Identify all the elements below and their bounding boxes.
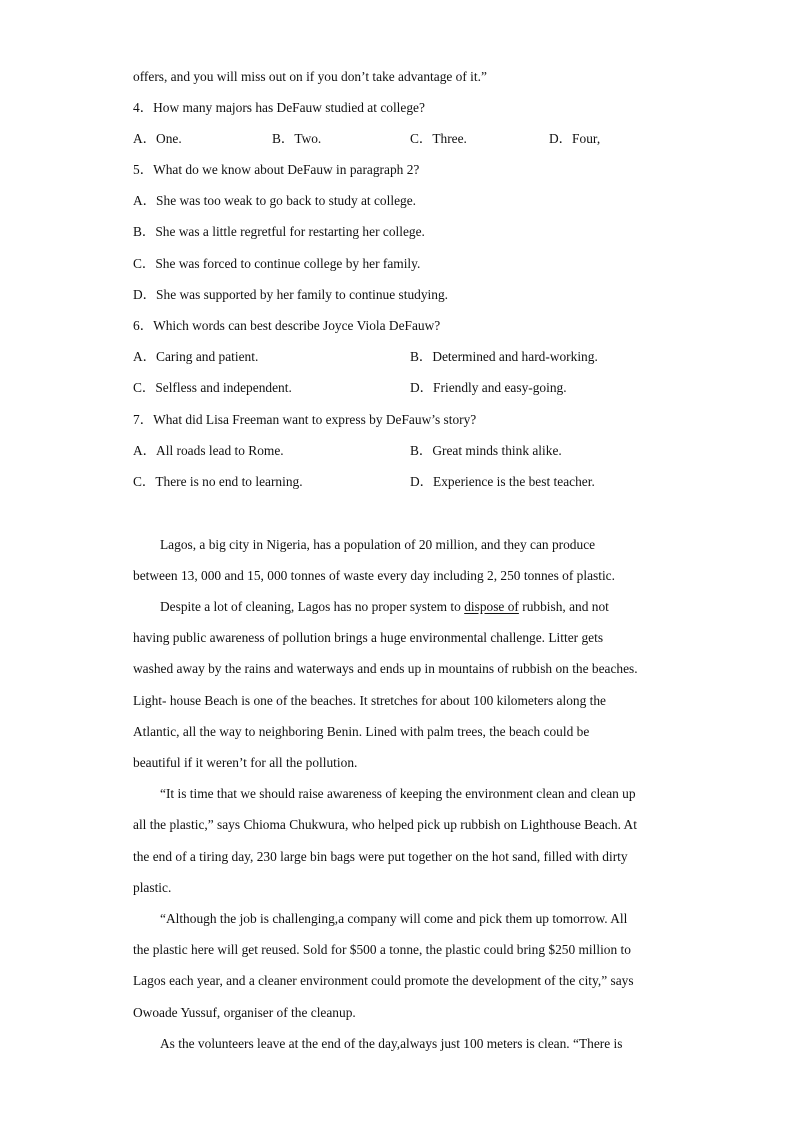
passage-p4-line-4: Owoade Yussuf, organiser of the cleanup. (133, 1005, 356, 1020)
passage-p1-line-1: Lagos, a big city in Nigeria, has a population of 20 million, and they can produce (160, 537, 596, 552)
passage-p2-line-1 (160, 599, 609, 615)
passage-p1-line-2: between 13, 000 and 15, 000 tonnes of waste every day including 2, 250 tonnes of plastic. (133, 568, 615, 583)
passage-p2-line-3: washed away by the rains and waterways and ends up in mountains of rubbish on the beaches. (133, 661, 638, 676)
q7-option-c: C．There is no end to learning. (133, 474, 303, 489)
passage-p3-line-2: all the plastic,” says Chioma Chukwura, who helped pick up rubbish on Lighthouse Beach. At (133, 817, 637, 832)
q4-option-a: A．One. (133, 131, 182, 146)
passage-p3-line-1: “It is time that we should raise awareness of keeping the environment clean and clean up (160, 786, 636, 801)
passage-p4-line-2: the plastic here will get reused. Sold for $500 a tonne, the plastic could bring $250 million to (133, 942, 631, 957)
q5-option-b: B．She was a little regretful for restarting her college. (133, 224, 425, 239)
passage-p4-line-3: Lagos each year, and a cleaner environment could promote the development of the city,” says (133, 973, 634, 988)
q7-option-b: B．Great minds think alike. (410, 443, 562, 458)
q5-option-a: A．She was too weak to go back to study at college. (133, 193, 417, 208)
q6-option-d: D．Friendly and easy-going. (410, 380, 567, 395)
question-6-stem: 6．Which words can best describe Joyce Viola DeFauw? (133, 318, 441, 333)
p2-text-after: rubbish, and not (518, 599, 609, 614)
passage-p5-line-1: As the volunteers leave at the end of the day,always just 100 meters is clean. “There is (160, 1036, 623, 1051)
passage-p3-line-4: plastic. (133, 880, 172, 895)
q6-option-a: A．Caring and patient. (133, 349, 259, 364)
passage-p4-line-1: “Although the job is challenging,a company will come and pick them up tomorrow. All (160, 911, 628, 926)
q5-option-d: D．She was supported by her family to continue studying. (133, 287, 449, 302)
passage-p2-line-2: having public awareness of pollution brings a huge environmental challenge. Litter gets (133, 630, 604, 645)
question-4-stem: 4．How many majors has DeFauw studied at college? (133, 100, 425, 115)
q5-option-c: C．She was forced to continue college by her family. (133, 256, 421, 271)
q4-option-b: B．Two. (272, 131, 322, 146)
q4-option-c: C．Three. (410, 131, 467, 146)
q6-option-b: B．Determined and hard-working. (410, 349, 598, 364)
q7-option-a: A．All roads lead to Rome. (133, 443, 284, 458)
q6-option-c: C．Selfless and independent. (133, 380, 292, 395)
p2-text-before: Despite a lot of cleaning, Lagos has no proper system to (160, 599, 465, 614)
question-5-stem: 5．What do we know about DeFauw in paragraph 2? (133, 162, 420, 177)
carryover-line: offers, and you will miss out on if you don’t take advantage of it.” (133, 69, 487, 84)
q7-option-d: D．Experience is the best teacher. (410, 474, 595, 489)
underlined-phrase: dispose of (464, 599, 519, 614)
q4-option-d: D．Four, (549, 131, 601, 146)
question-7-stem: 7．What did Lisa Freeman want to express by DeFauw’s story? (133, 412, 477, 427)
passage-p2-line-5: Atlantic, all the way to neighboring Benin. Lined with palm trees, the beach could be (133, 724, 590, 739)
passage-p2-line-4: Light- house Beach is one of the beaches. It stretches for about 100 kilometers along the (133, 693, 606, 708)
passage-p3-line-3: the end of a tiring day, 230 large bin bags were put together on the hot sand, filled with dirty (133, 849, 628, 864)
passage-p2-line-6: beautiful if it weren’t for all the pollution. (133, 755, 358, 770)
